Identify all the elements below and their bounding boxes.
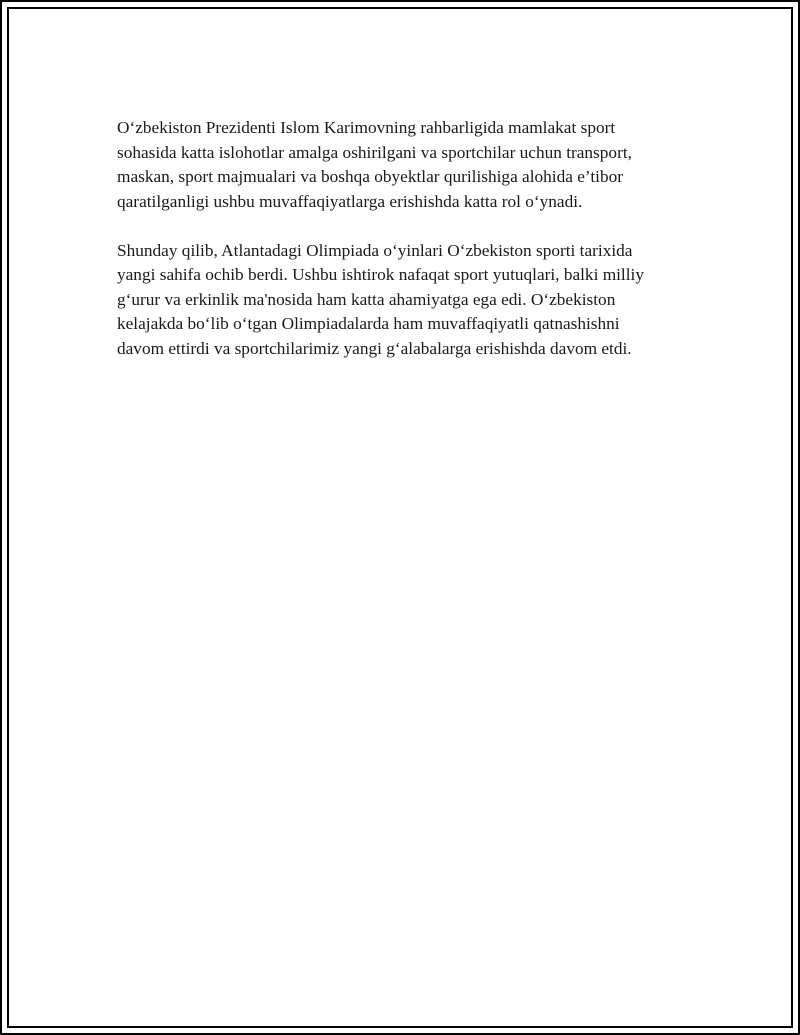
paragraph-line: Shunday qilib, Atlantadagi Olimpiada o‘yinlari O‘zbekiston sporti tarixida [117, 240, 633, 260]
paragraph-line: sohasida katta islohotlar amalga oshirilgani va sportchilar uchun transport, [117, 142, 632, 162]
paragraph-line: yangi sahifa ochib berdi. Ushbu ishtirok nafaqat sport yutuqlari, balki milliy [117, 265, 644, 284]
paragraph-line: qaratilganligi ushbu muvaffaqiyatlarga erishishda katta rol o‘ynadi. [117, 191, 583, 211]
paragraph-1 [117, 116, 692, 214]
paragraph-line: O‘zbekiston Prezidenti Islom Karimovning rahbarligida mamlakat sport [117, 118, 616, 137]
paragraph-line: davom ettirdi va sportchilarimiz yangi g‘alabalarga erishishda davom etdi. [117, 338, 632, 358]
document-body [117, 116, 692, 386]
paragraph-line: g‘urur va erkinlik ma'nosida ham katta ahamiyatga ega edi. O‘zbekiston [117, 289, 616, 309]
paragraph-line: kelajakda bo‘lib o‘tgan Olimpiadalarda ham muvaffaqiyatli qatnashishni [117, 314, 620, 333]
paragraph-line: maskan, sport majmualari va boshqa obyektlar qurilishiga alohida e’tibor [117, 167, 623, 186]
paragraph-2 [117, 239, 692, 362]
